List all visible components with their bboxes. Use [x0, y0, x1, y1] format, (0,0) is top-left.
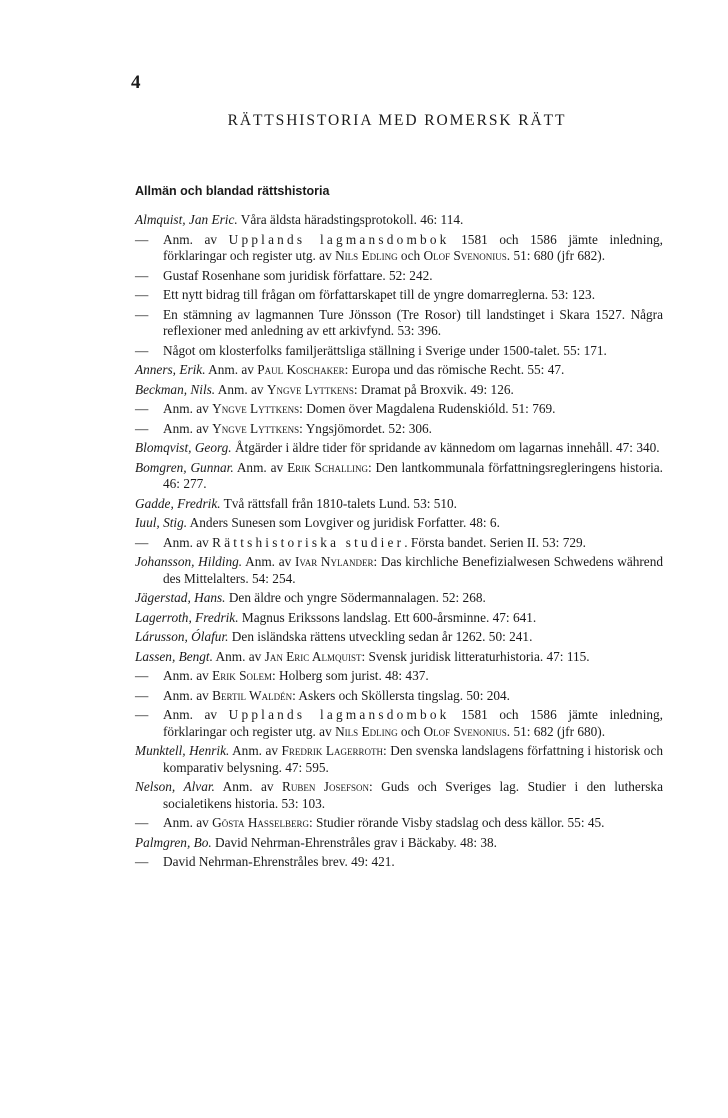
entry-text: Anm. av [205, 362, 258, 377]
author-name: Lassen, Bengt. [135, 648, 213, 664]
ditto-dash: — [135, 815, 149, 830]
entry-text: : Das kirchliche Benefizialwesen Schwedens während des Mittelalters. 54: 254. [163, 554, 664, 586]
entry-text: Magnus Erikssons landslag. Ett 600-årsminne. 47: 641. [238, 609, 537, 625]
bibliography-entry [135, 212, 663, 229]
bibliography-subentry [135, 815, 663, 832]
reviewed-author: Yngve Lyttkens [212, 401, 300, 416]
bibliography-entry [135, 590, 663, 607]
reviewed-author: Erik Schalling [287, 459, 368, 475]
entry-text: Två rättsfall från 1810-talets Lund. 53: 510. [220, 495, 458, 511]
ditto-dash: — [135, 401, 149, 416]
reviewed-author: Bertil Waldén [212, 687, 293, 703]
ditto-dash: — [135, 707, 149, 722]
running-head: RÄTTSHISTORIA MED ROMERSK RÄTT [227, 112, 567, 129]
entry-text: och [397, 723, 424, 739]
page-number: 4 [131, 72, 141, 93]
bibliography-entry [135, 496, 663, 513]
entry-text: 1581 och 1586 jämte inledning, förklaringar och register utg. av [163, 707, 664, 739]
author-name: Nelson, Alvar. [135, 779, 215, 794]
author-name: Palmgren, Bo. [135, 834, 212, 850]
entry-text: Den isländska rättens utveckling sedan år 1262. 50: 241. [228, 629, 533, 644]
entry-text: Anm. av [163, 815, 213, 830]
author-name: Lagerroth, Fredrik. [135, 609, 239, 625]
bibliography-entry [135, 460, 663, 493]
author-name: Gadde, Fredrik. [135, 495, 221, 511]
entry-text: : Den svenska landslagens författning i historisk och komparativ belysning. 47: 595. [163, 743, 663, 775]
ditto-dash: — [135, 854, 149, 869]
entry-text: Anm. av [242, 554, 295, 569]
entry-text: Den äldre och yngre Södermannalagen. 52: 268. [225, 590, 486, 605]
ditto-dash: — [135, 342, 149, 358]
entry-text: David Nehrman-Ehrenstråles grav i Bäckaby. 48: 38. [211, 834, 498, 850]
bibliography-entry [135, 779, 663, 812]
entry-text: Anm. av [214, 779, 282, 794]
entry-text: . 51: 682 (jfr 680). [506, 723, 606, 739]
bibliography-subentry [135, 688, 663, 705]
entry-text: Något om klosterfolks familjerättsliga ställning i Sverige under 1500-talet. 55: 171. [163, 342, 607, 358]
reviewed-author: Nils Edling [335, 248, 398, 263]
entry-text: Våra äldsta häradstingsprotokoll. 46: 114. [237, 212, 464, 227]
bibliography-entry [135, 554, 663, 587]
spaced-title: Upplands lagmansdombok [228, 231, 450, 247]
reviewed-author: Yngve Lyttkens [212, 420, 300, 436]
entry-text: Anm. av [163, 707, 229, 722]
entry-text: Anm. av [163, 687, 213, 703]
bibliography-list [135, 212, 663, 874]
bibliography-subentry [135, 535, 663, 552]
reviewed-author: Erik Solem [212, 668, 272, 683]
entry-text: En stämning av lagmannen Ture Jönsson (Tre Rosor) till landstinget i Skara 1527. Några reflexioner med anledning av ett arkivfynd. 53: 396. [163, 306, 663, 338]
entry-text: : Yngsjömordet. 52: 306. [299, 420, 433, 436]
spaced-title: Rättshistoriska studier [212, 534, 405, 550]
entry-text: Anders Sunesen som Lovgiver og juridisk Forfatter. 48: 6. [187, 515, 500, 530]
bibliography-subentry [135, 421, 663, 438]
reviewed-author: Fredrik Lagerroth [281, 743, 384, 758]
reviewed-author: Olof Svenonius [423, 723, 507, 739]
author-name: Johansson, Hilding. [135, 554, 243, 569]
entry-text: . Första bandet. Serien II. 53: 729. [404, 534, 586, 550]
bibliography-subentry [135, 668, 663, 685]
author-name: Iuul, Stig. [135, 515, 188, 530]
ditto-dash: — [135, 420, 149, 436]
ditto-dash: — [135, 306, 149, 322]
bibliography-entry [135, 629, 663, 646]
entry-text: : Askers och Sköllersta tingslag. 50: 204. [292, 687, 510, 703]
entry-text: Anm. av [163, 420, 213, 436]
entry-text: Anm. av [163, 668, 213, 683]
bibliography-entry [135, 382, 663, 399]
bibliography-subentry [135, 707, 663, 740]
entry-text: Anm. av [233, 459, 288, 475]
entry-text: : Holberg som jurist. 48: 437. [271, 668, 429, 683]
bibliography-subentry [135, 307, 663, 340]
author-name: Lárusson, Ólafur. [135, 629, 229, 644]
entry-text: David Nehrman-Ehrenstråles brev. 49: 421. [163, 854, 395, 869]
entry-text: : Svensk juridisk litteraturhistoria. 47: 115. [361, 648, 590, 664]
reviewed-author: Jan Eric Almquist [264, 648, 362, 664]
author-name: Anners, Erik. [135, 362, 206, 377]
entry-text: Anm. av [212, 648, 265, 664]
ditto-dash: — [135, 668, 149, 683]
entry-text: Anm. av [163, 401, 213, 416]
entry-text: Gustaf Rosenhane som juridisk författare. 52: 242. [163, 267, 433, 283]
bibliography-subentry [135, 287, 663, 304]
bibliography-subentry [135, 343, 663, 360]
spaced-title: Upplands lagmansdombok [228, 707, 450, 722]
entry-text: 1581 och 1586 jämte inledning, förklaringar och register utg. av [163, 231, 664, 263]
bibliography-entry [135, 649, 663, 666]
ditto-dash: — [135, 231, 149, 247]
reviewed-author: Paul Koschaker [257, 362, 345, 377]
author-name: Munktell, Henrik. [135, 743, 230, 758]
reviewed-author: Ivar Nylander [294, 554, 374, 569]
entry-text: Anm. av [163, 534, 213, 550]
ditto-dash: — [135, 534, 149, 550]
section-title: Allmän och blandad rättshistoria [135, 184, 330, 198]
entry-text: : Europa und das römische Recht. 55: 47. [344, 362, 565, 377]
entry-text: : Den lantkommunala författningsregleringens historia. 46: 277. [163, 459, 663, 491]
ditto-dash: — [135, 287, 149, 302]
bibliography-subentry [135, 401, 663, 418]
entry-text: Anm. av [229, 743, 282, 758]
author-name: Jägerstad, Hans. [135, 590, 226, 605]
entry-text: Åtgärder i äldre tider för spridande av kännedom om lagarnas innehåll. 47: 340. [231, 440, 660, 455]
entry-text: Anm. av [215, 381, 267, 397]
bibliography-entry [135, 515, 663, 532]
entry-text: : Studier rörande Visby stadslag och dess källor. 55: 45. [308, 815, 605, 830]
entry-text: . 51: 680 (jfr 682). [506, 248, 606, 263]
bibliography-entry [135, 743, 663, 776]
bibliography-subentry [135, 268, 663, 285]
entry-text: Ett nytt bidrag till frågan om författarskapet till de yngre domarreglerna. 53: 123. [163, 287, 596, 302]
author-name: Beckman, Nils. [135, 381, 216, 397]
reviewed-author: Nils Edling [335, 723, 398, 739]
entry-text: : Dramat på Broxvik. 49: 126. [353, 381, 514, 397]
reviewed-author: Olof Svenonius [423, 248, 507, 263]
entry-text: Anm. av [163, 231, 229, 247]
reviewed-author: Gösta Hasselberg [212, 815, 309, 830]
bibliography-entry [135, 362, 663, 379]
bibliography-subentry [135, 232, 663, 265]
author-name: Bomgren, Gunnar. [135, 459, 234, 475]
entry-text: : Domen över Magdalena Rudenskióld. 51: 769. [299, 401, 556, 416]
ditto-dash: — [135, 267, 149, 283]
entry-text: och [397, 248, 424, 263]
reviewed-author: Ruben Josefson [281, 779, 369, 794]
bibliography-entry [135, 835, 663, 852]
bibliography-entry [135, 440, 663, 457]
ditto-dash: — [135, 687, 149, 703]
bibliography-subentry [135, 854, 663, 871]
author-name: Blomqvist, Georg. [135, 440, 232, 455]
author-name: Almquist, Jan Eric. [135, 212, 238, 227]
bibliography-entry [135, 610, 663, 627]
reviewed-author: Yngve Lyttkens [266, 381, 354, 397]
entry-text: : Guds och Sveriges lag. Studier i den lutherska socialetikens historia. 53: 103. [163, 779, 663, 811]
